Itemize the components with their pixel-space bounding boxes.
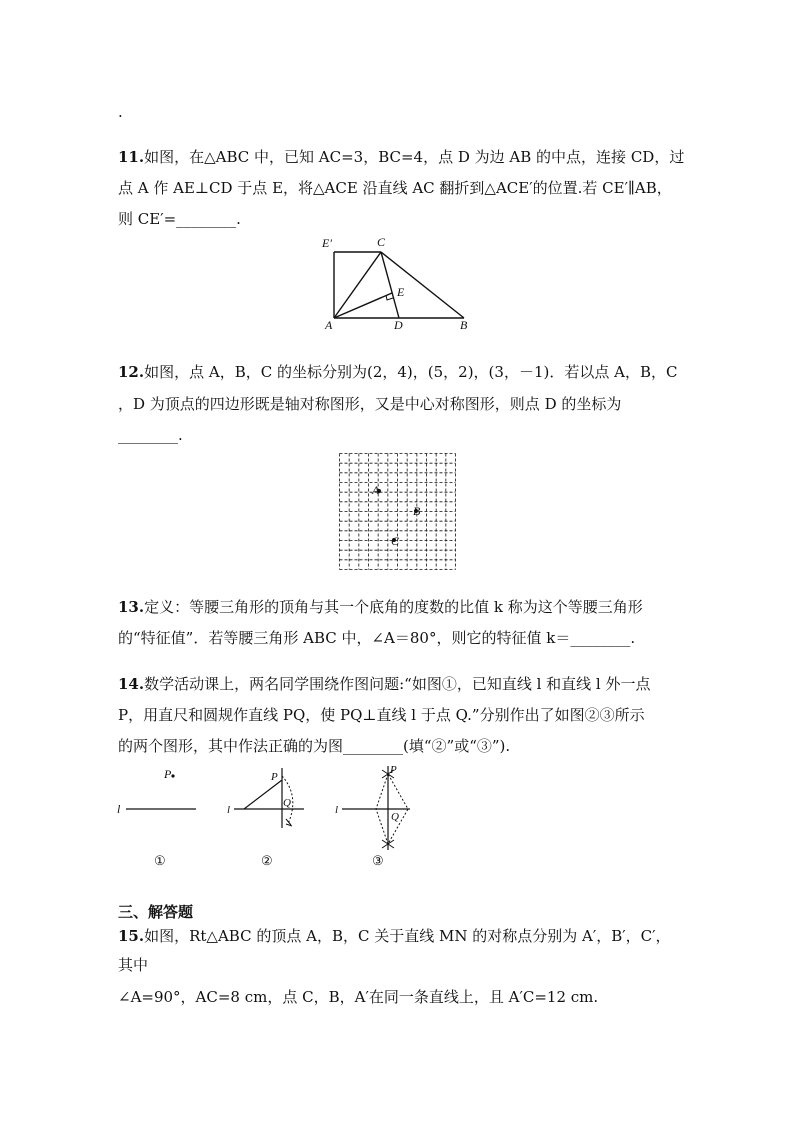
- q14-fig2-label-P: P: [271, 771, 278, 783]
- q11-label-A: A: [325, 318, 333, 332]
- q14-line3: 的两个图形，其中作法正确的为图________(填“②”或“③”).: [118, 737, 511, 755]
- q14-figures: [110, 762, 430, 874]
- q14-fig1-label-l: l: [117, 802, 121, 816]
- q11-line2: 点 A 作 AE⊥CD 于点 E，将△ACE 沿直线 AC 翻折到△ACE′的位置.若 CE′∥AB，: [118, 179, 672, 197]
- q12-number: 12.: [118, 363, 145, 381]
- q11-label-B: B: [460, 318, 468, 332]
- q12-grid-figure: [339, 453, 456, 570]
- q14-fig2-segment: [244, 780, 282, 809]
- q13-number: 13.: [118, 598, 145, 616]
- q12-line3: ________.: [118, 426, 183, 444]
- q14-figure-3: [335, 764, 410, 868]
- lead-mark: .: [118, 103, 123, 121]
- q14-caption-3: ③: [372, 853, 384, 868]
- q12-text-1: 如图，点 A，B，C 的坐标分别为(2，4)，(5，2)，(3，－1)．若以点 A，B，C: [144, 363, 678, 381]
- q11-figure: [318, 233, 478, 333]
- q11-label-C: C: [377, 235, 386, 249]
- q12-label-C: C: [391, 534, 400, 548]
- q14-number: 14.: [118, 675, 145, 693]
- q12-line1: [118, 362, 677, 382]
- q11-label-E-prime: E′: [322, 236, 332, 250]
- q14-figure-1: [117, 767, 196, 868]
- q12-line2: ，D 为顶点的四边形既是轴对称图形，又是中心对称图形，则点 D 的坐标为: [118, 395, 622, 413]
- q14-fig2-label-Q: Q: [283, 797, 291, 809]
- q11-line1: [118, 147, 684, 167]
- q14-fig2-label-l: l: [227, 804, 231, 816]
- q11-label-D: D: [394, 318, 403, 332]
- q11-text-1: 如图，在△ABC 中，已知 AC=3，BC=4，点 D 为边 AB 的中点，连接 CD，过: [144, 148, 685, 166]
- q15-line3: ∠A=90°，AC=8 cm，点 C，B，A′在同一条直线上，且 A′C=12 cm.: [118, 988, 599, 1006]
- q14-figure-2: [227, 768, 304, 868]
- q14-fig3-label-l: l: [335, 804, 339, 816]
- q14-fig1-point-P: [171, 774, 174, 777]
- q14-line2: P，用直尺和圆规作直线 PQ，使 PQ⊥直线 l 于点 Q.”分别作出了如图②③所示: [118, 706, 645, 724]
- q11-number: 11.: [118, 148, 145, 166]
- q14-line1: [118, 674, 651, 694]
- section-heading-answers: 三、解答题: [118, 903, 194, 921]
- q12-grid-lines: [340, 454, 456, 570]
- q13-text-1: 定义：等腰三角形的顶角与其一个底角的度数的比值 k 称为这个等腰三角形: [144, 598, 643, 616]
- q14-fig3-label-Q: Q: [391, 811, 399, 823]
- q14-fig3-label-P: P: [390, 764, 397, 776]
- q12-label-B: B: [413, 504, 421, 518]
- q14-text-1: 数学活动课上，两名同学围绕作图问题:“如图①，已知直线 l 和直线 l 外一点: [144, 675, 651, 693]
- q14-fig2-arc-mark: [286, 819, 292, 826]
- q11-label-E: E: [397, 285, 405, 299]
- q13-line1: [118, 597, 643, 617]
- q11-line3: 则 CE′=________.: [118, 210, 241, 228]
- q11-segment-CB: [381, 252, 464, 318]
- q14-fig1-label-P: P: [164, 767, 172, 781]
- q13-line2: 的“特征值”．若等腰三角形 ABC 中，∠A＝80°，则它的特征值 k＝________.: [118, 629, 636, 647]
- q15-line1: [118, 926, 671, 946]
- q14-caption-2: ②: [261, 853, 273, 868]
- q14-caption-1: ①: [154, 853, 166, 868]
- q15-number: 15.: [118, 927, 145, 945]
- q15-line2: 其中: [118, 956, 149, 974]
- q15-text-1: 如图，Rt△ABC 的顶点 A，B，C 关于直线 MN 的对称点分别为 A′，B′，C′，: [144, 927, 671, 945]
- q12-label-A: A: [372, 483, 380, 497]
